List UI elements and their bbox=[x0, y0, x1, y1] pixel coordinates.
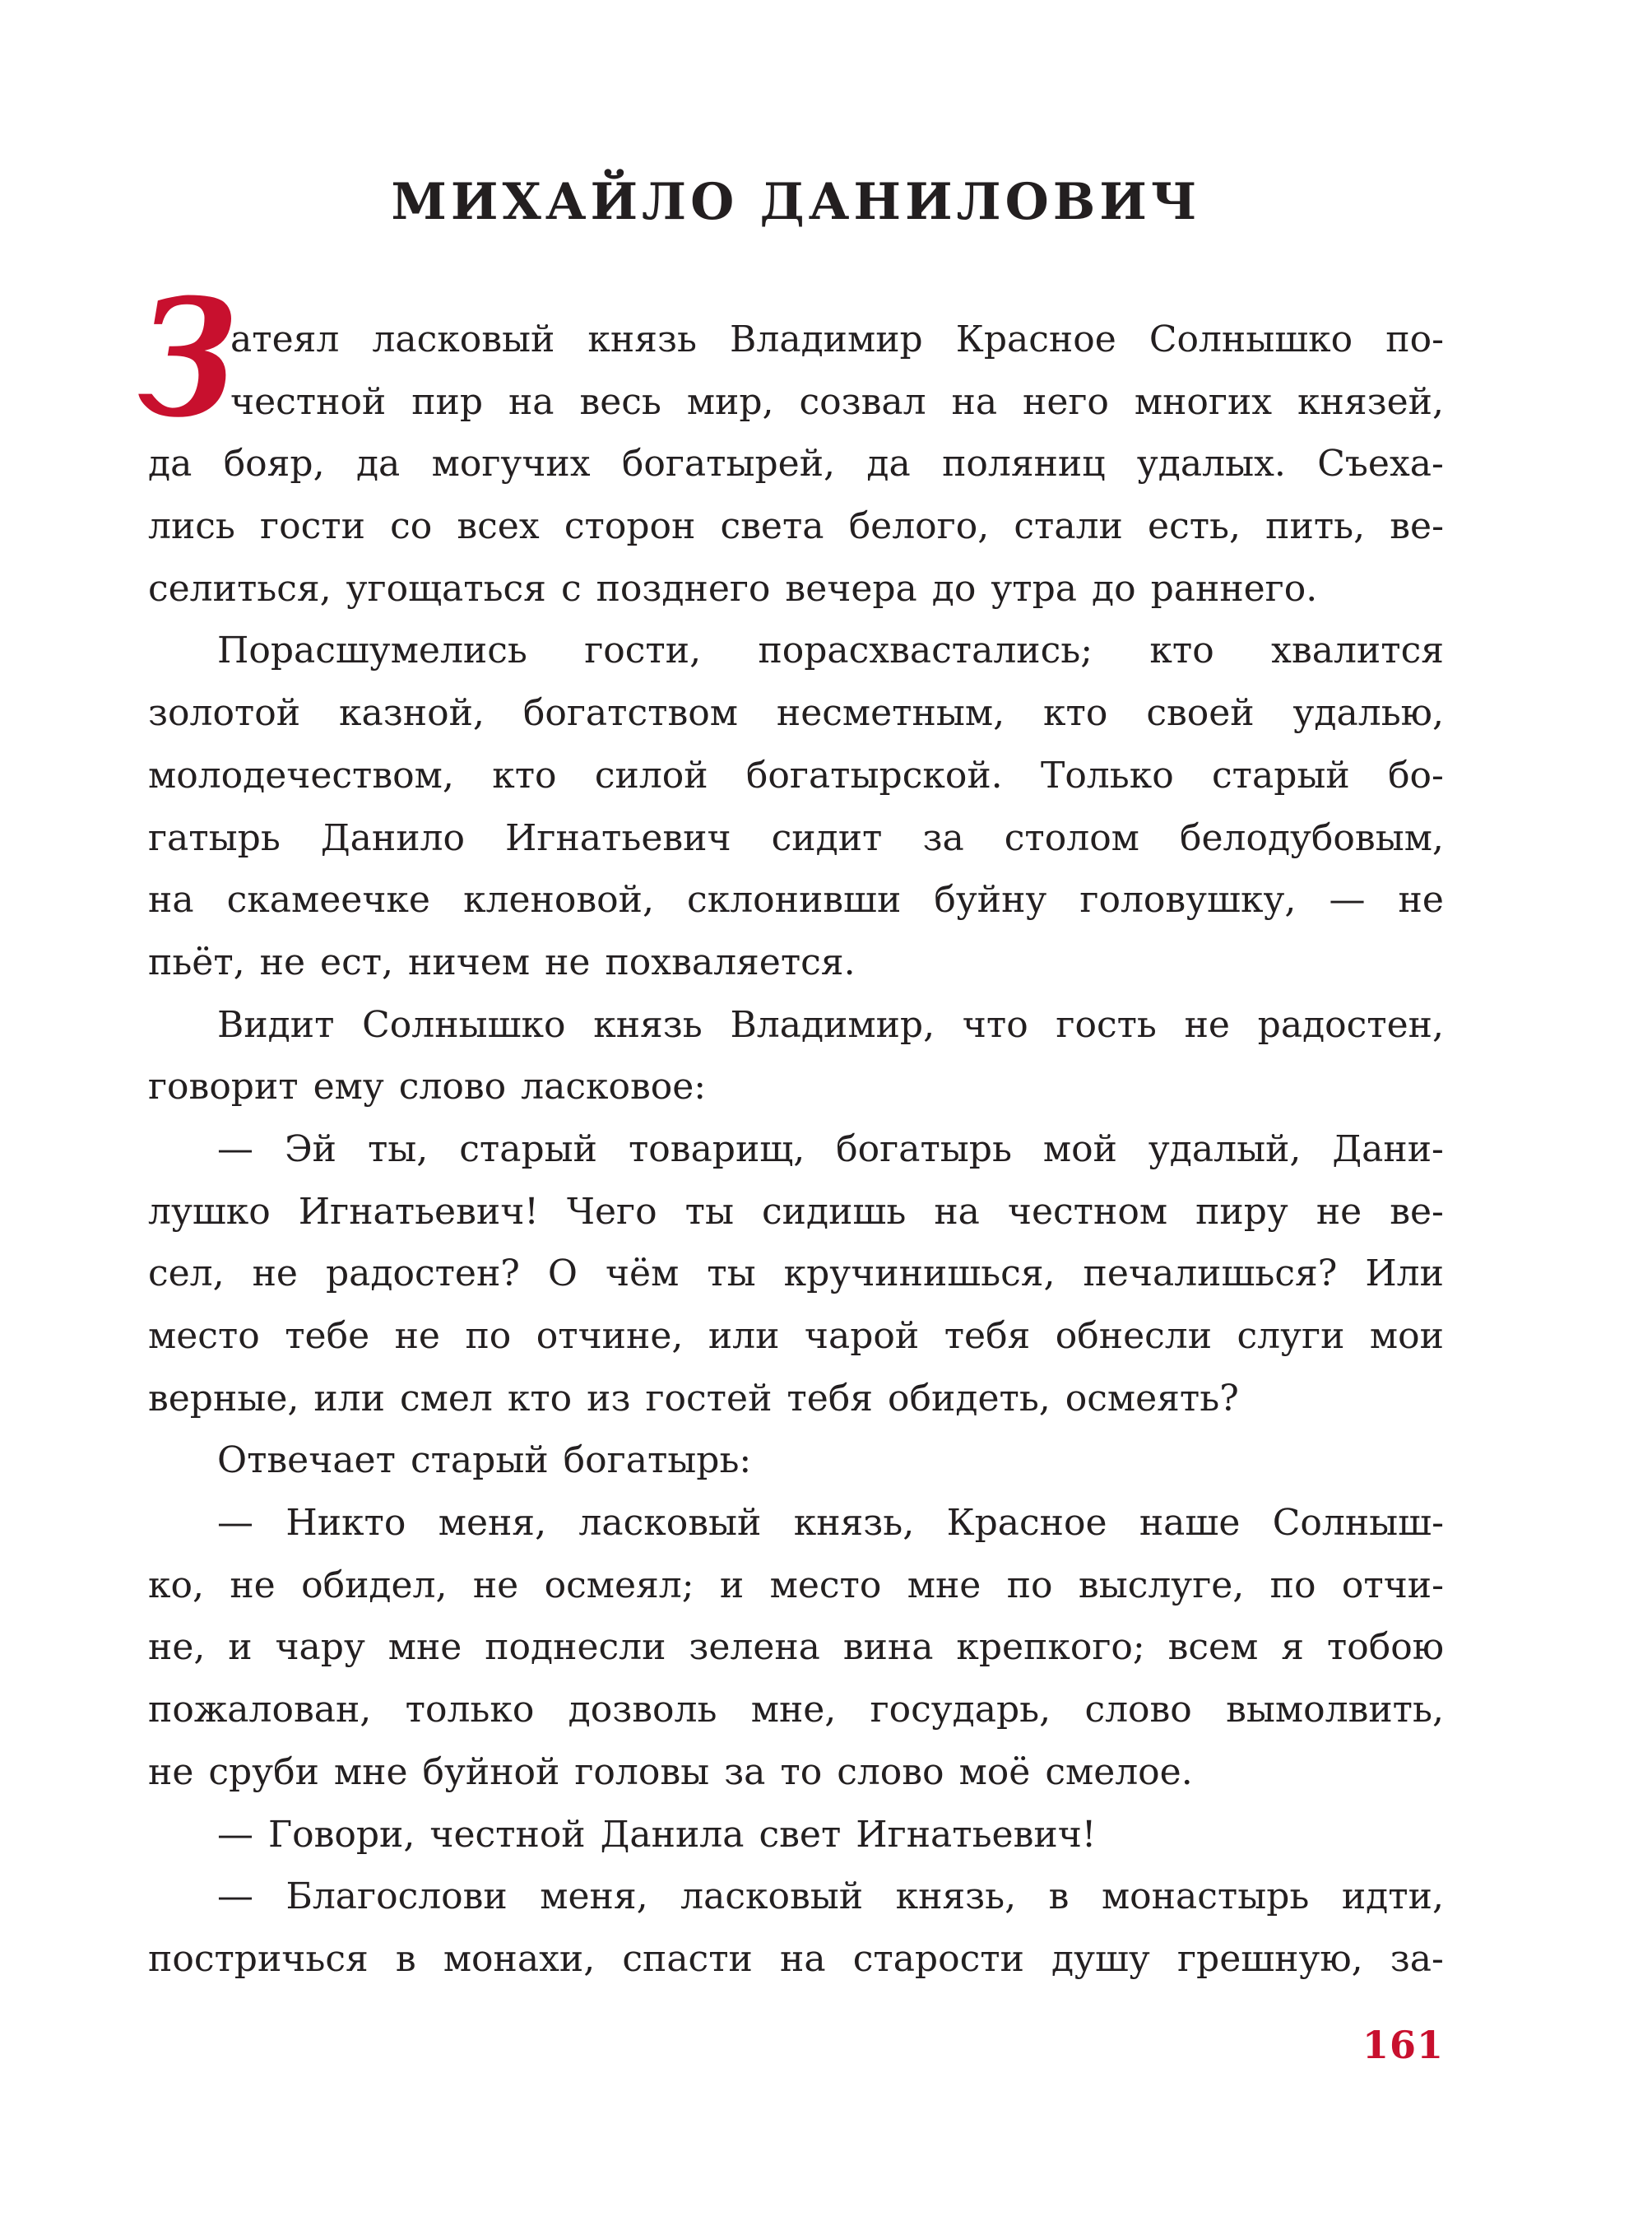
text-line: Отвечает старый богатырь: bbox=[217, 1439, 752, 1482]
text-line: гатырь Данило Игнатьевич сидит за столом белодубовым, bbox=[148, 816, 1444, 859]
text-line: постричься в монахи, спасти на старости душу грешную, за- bbox=[148, 1937, 1444, 1980]
text-line: селиться, угощаться с позднего вечера до утра до раннего. bbox=[148, 567, 1318, 610]
text-line: лушко Игнатьевич! Чего ты сидишь на честном пиру не ве- bbox=[148, 1190, 1444, 1233]
text-line: Порасшумелись гости, порасхвастались; кто хвалится bbox=[217, 630, 1444, 672]
text-line: не сруби мне буйной головы за то слово моё смелое. bbox=[148, 1750, 1193, 1793]
text-line: говорит ему слово ласковое: bbox=[148, 1066, 707, 1108]
text-line: место тебе не по отчине, или чарой тебя обнесли слуги мои bbox=[148, 1315, 1444, 1357]
text-line: — Никто меня, ласковый князь, Красное наше Солныш- bbox=[217, 1502, 1444, 1545]
text-line: пьёт, не ест, ничем не похваляется. bbox=[148, 941, 856, 983]
text-line: пожалован, только дозволь мне, государь, слово вымолвить, bbox=[148, 1689, 1444, 1731]
text-line: — Благослови меня, ласковый князь, в монастырь идти, bbox=[217, 1875, 1444, 1918]
text-line: молодечеством, кто силой богатырской. Только старый бо- bbox=[148, 754, 1444, 797]
text-line: верные, или смел кто из гостей тебя обидеть, осмеять? bbox=[148, 1377, 1239, 1420]
chapter-title: МИХАЙЛО ДАНИЛОВИЧ bbox=[391, 173, 1201, 231]
text-line: золотой казной, богатством несметным, кто своей удалью, bbox=[148, 692, 1444, 735]
text-line: ко, не обидел, не осмеял; и место мне по выслуге, по отчи- bbox=[148, 1564, 1444, 1606]
text-line: лись гости со всех сторон света белого, стали есть, пить, ве- bbox=[148, 505, 1444, 548]
page-number: 161 bbox=[1362, 2023, 1444, 2067]
text-line: на скамеечке кленовой, склонивши буйну головушку, — не bbox=[148, 879, 1444, 922]
text-line: да бояр, да могучих богатырей, да поляниц удалых. Съеха- bbox=[148, 443, 1444, 486]
text-line: сел, не радостен? О чём ты кручинишься, печалишься? Или bbox=[148, 1252, 1444, 1295]
text-line: честной пир на весь мир, созвал на него многих князей, bbox=[230, 380, 1444, 423]
text-line: не, и чару мне поднесли зелена вина крепкого; всем я тобою bbox=[148, 1626, 1444, 1669]
text-line: — Эй ты, старый товарищ, богатырь мой удалый, Дани- bbox=[217, 1127, 1444, 1170]
text-line: — Говори, честной Данила свет Игнатьевич! bbox=[217, 1813, 1097, 1856]
body-text bbox=[148, 309, 1444, 1991]
text-line: Видит Солнышко князь Владимир, что гость не радостен, bbox=[217, 1003, 1444, 1046]
text-line: атеял ласковый князь Владимир Красное Солнышко по- bbox=[230, 318, 1444, 360]
drop-cap-letter: З bbox=[138, 264, 238, 453]
